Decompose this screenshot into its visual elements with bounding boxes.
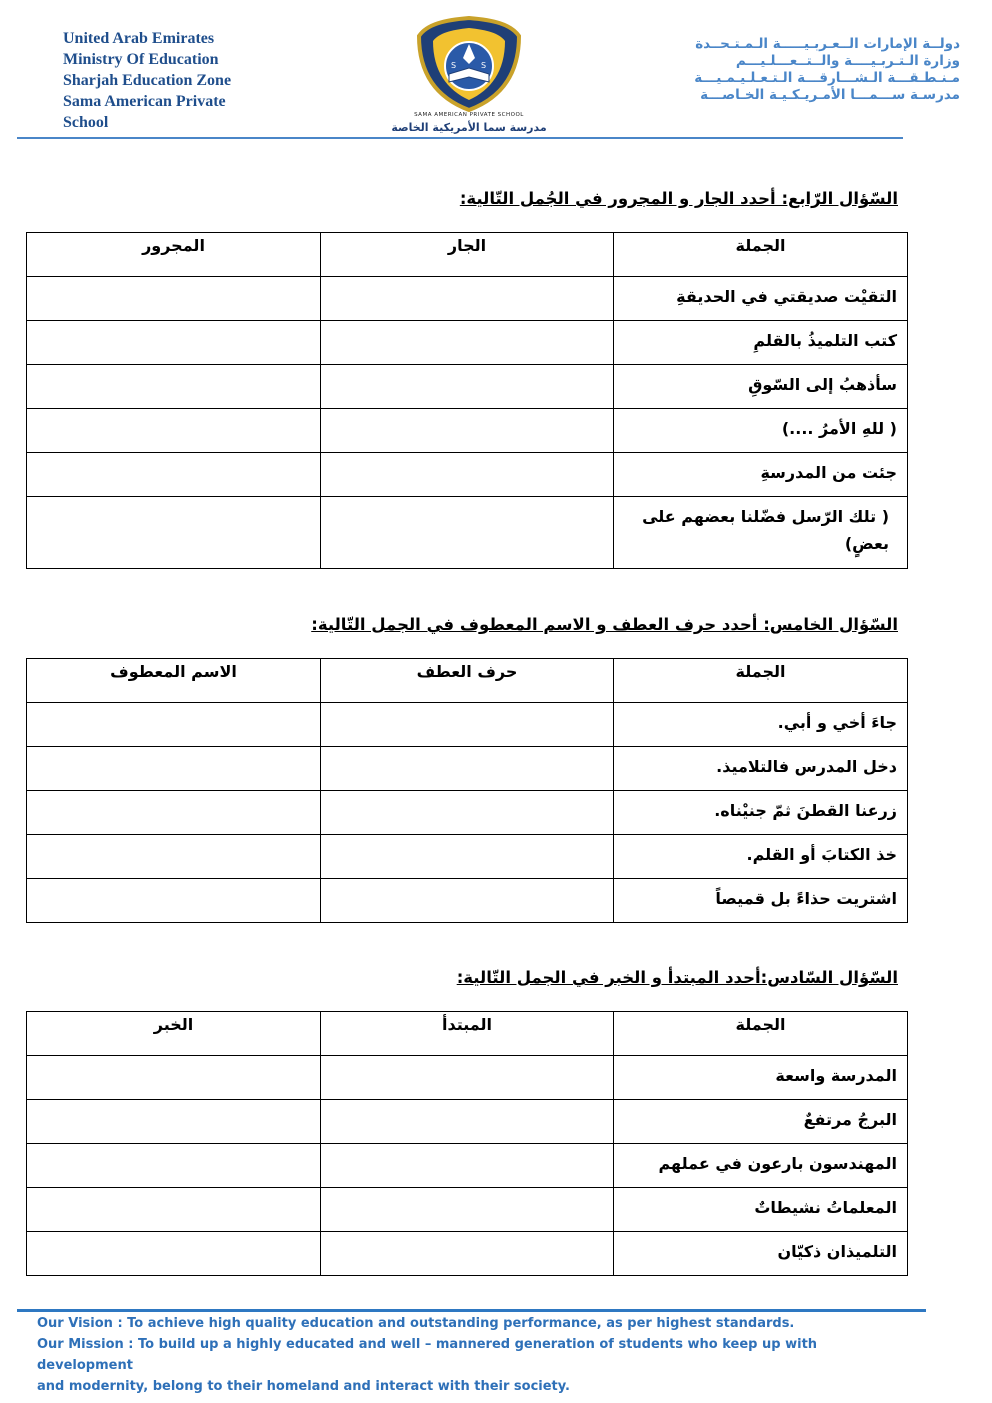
school-name-english bbox=[63, 28, 283, 133]
answer-cell[interactable] bbox=[27, 791, 321, 835]
header-line: United Arab Emirates bbox=[63, 30, 215, 47]
table-row bbox=[27, 409, 908, 453]
question-4-title: السّؤال الرّابع: أحدد الجار و المجرور في الجُمل التّالية: bbox=[459, 189, 898, 208]
answer-cell[interactable] bbox=[321, 1188, 614, 1232]
column-header: حرف العطف bbox=[321, 659, 614, 703]
svg-text:S: S bbox=[451, 61, 457, 70]
header-line: Sharjah Education Zone bbox=[63, 72, 232, 89]
column-header: المجرور bbox=[27, 233, 321, 277]
table-row bbox=[27, 879, 908, 923]
answer-cell[interactable] bbox=[27, 1100, 321, 1144]
answer-cell[interactable] bbox=[321, 703, 614, 747]
answer-cell[interactable] bbox=[321, 747, 614, 791]
footer bbox=[37, 1313, 917, 1397]
svg-text:S: S bbox=[481, 61, 487, 70]
table-row bbox=[27, 453, 908, 497]
table-row bbox=[27, 1144, 908, 1188]
sentence-cell: ( للهِ الأمرُ ....) bbox=[614, 409, 908, 453]
answer-cell[interactable] bbox=[321, 879, 614, 923]
sentence-cell: جاءَ أخي و أبي. bbox=[614, 703, 908, 747]
table-row bbox=[27, 365, 908, 409]
sentence-cell: زرعنا القطنَ ثمّ جنيْناه. bbox=[614, 791, 908, 835]
answer-cell[interactable] bbox=[27, 409, 321, 453]
column-header: الجملة bbox=[614, 1012, 908, 1056]
table-row bbox=[27, 747, 908, 791]
sentence-cell: ( تلك الرّسل فضّلنا بعضهم على بعضٍ) bbox=[614, 497, 908, 569]
question-4-table bbox=[26, 232, 908, 569]
table-row bbox=[27, 497, 908, 569]
logo-caption-arabic: مدرسة سما الأمريكية الخاصة bbox=[391, 121, 547, 134]
answer-cell[interactable] bbox=[27, 879, 321, 923]
table-row bbox=[27, 1232, 908, 1276]
header-line: School bbox=[63, 114, 109, 131]
question-5-table bbox=[26, 658, 908, 923]
header-line: مدرسـة ســـمـــا الأمـريـكـيـة الخـاصـــة bbox=[700, 87, 960, 103]
header-line: وزارة الـتـربـيــــة والــتــعـــلـيـــم bbox=[735, 53, 960, 69]
answer-cell[interactable] bbox=[27, 277, 321, 321]
column-header: الخبر bbox=[27, 1012, 321, 1056]
school-name-arabic bbox=[660, 36, 960, 104]
question-6-table bbox=[26, 1011, 908, 1276]
sentence-cell: المعلماتُ نشيطاتٌ bbox=[614, 1188, 908, 1232]
column-header: الجار bbox=[321, 233, 614, 277]
answer-cell[interactable] bbox=[27, 1232, 321, 1276]
answer-cell[interactable] bbox=[27, 1056, 321, 1100]
column-header: الجملة bbox=[614, 233, 908, 277]
answer-cell[interactable] bbox=[321, 321, 614, 365]
table-row bbox=[27, 791, 908, 835]
mission-statement: Our Mission : To build up a highly educated and well – mannered generation of students who keep up with development bbox=[37, 1337, 818, 1373]
answer-cell[interactable] bbox=[321, 277, 614, 321]
answer-cell[interactable] bbox=[321, 835, 614, 879]
answer-cell[interactable] bbox=[27, 703, 321, 747]
header-line: مـنـطـقـــة الـشـــارقـــة الـتـعـلـيـمـيـــة bbox=[694, 70, 960, 86]
logo-caption-english: SAMA AMERICAN PRIVATE SCHOOL bbox=[414, 112, 524, 118]
column-header: الجملة bbox=[614, 659, 908, 703]
sentence-cell: التقيْت صديقتي في الحديقةِ bbox=[614, 277, 908, 321]
table-row bbox=[27, 1100, 908, 1144]
shield-crest-icon bbox=[385, 14, 553, 114]
header-line: Ministry Of Education bbox=[63, 51, 219, 68]
header-divider bbox=[17, 137, 903, 139]
sentence-cell: سأذهبُ إلى السّوقِ bbox=[614, 365, 908, 409]
answer-cell[interactable] bbox=[321, 1232, 614, 1276]
sentence-cell: جئت من المدرسةِ bbox=[614, 453, 908, 497]
vision-statement: Our Vision : To achieve high quality education and outstanding performance, as per highest standards. bbox=[37, 1316, 795, 1331]
sentence-cell: التلميذان ذكيّان bbox=[614, 1232, 908, 1276]
table-row bbox=[27, 1188, 908, 1232]
table-row bbox=[27, 321, 908, 365]
answer-cell[interactable] bbox=[27, 453, 321, 497]
answer-cell[interactable] bbox=[321, 453, 614, 497]
sentence-cell: اشتريت حذاءً بل قميصاً bbox=[614, 879, 908, 923]
sentence-cell: كتب التلميذُ بالقلمِ bbox=[614, 321, 908, 365]
answer-cell[interactable] bbox=[27, 365, 321, 409]
question-5-title: السّؤال الخامس: أحدد حرف العطف و الاسم المعطوف في الجمل التّالية: bbox=[311, 615, 898, 634]
answer-cell[interactable] bbox=[321, 497, 614, 569]
answer-cell[interactable] bbox=[321, 365, 614, 409]
answer-cell[interactable] bbox=[27, 835, 321, 879]
sentence-cell: المهندسون بارعون في عملهم bbox=[614, 1144, 908, 1188]
answer-cell[interactable] bbox=[321, 1056, 614, 1100]
answer-cell[interactable] bbox=[321, 1100, 614, 1144]
answer-cell[interactable] bbox=[321, 409, 614, 453]
answer-cell[interactable] bbox=[27, 1188, 321, 1232]
table-row bbox=[27, 835, 908, 879]
table-header-row bbox=[27, 659, 908, 703]
sentence-cell: دخل المدرس فالتلاميذ. bbox=[614, 747, 908, 791]
answer-cell[interactable] bbox=[27, 497, 321, 569]
footer-divider bbox=[17, 1309, 926, 1312]
answer-cell[interactable] bbox=[27, 1144, 321, 1188]
sentence-cell: البرجُ مرتفعٌ bbox=[614, 1100, 908, 1144]
question-6-title: السّؤال السّادس:أحدد المبتدأ و الخبر في الجمل التّالية: bbox=[456, 968, 898, 987]
header-line: Sama American Private bbox=[63, 93, 226, 110]
table-row bbox=[27, 1056, 908, 1100]
answer-cell[interactable] bbox=[321, 1144, 614, 1188]
column-header: المبتدأ bbox=[321, 1012, 614, 1056]
mission-statement-continued: and modernity, belong to their homeland and interact with their society. bbox=[37, 1379, 570, 1394]
table-header-row bbox=[27, 1012, 908, 1056]
table-row bbox=[27, 277, 908, 321]
column-header: الاسم المعطوف bbox=[27, 659, 321, 703]
table-row bbox=[27, 703, 908, 747]
answer-cell[interactable] bbox=[27, 321, 321, 365]
answer-cell[interactable] bbox=[27, 747, 321, 791]
answer-cell[interactable] bbox=[321, 791, 614, 835]
sentence-cell: خذ الكتابَ أو القلم. bbox=[614, 835, 908, 879]
header-line: دولــة الإمارات الــعـربـيـــــة الـمـتـحــدة bbox=[695, 36, 960, 52]
sentence-cell: المدرسة واسعة bbox=[614, 1056, 908, 1100]
table-header-row bbox=[27, 233, 908, 277]
